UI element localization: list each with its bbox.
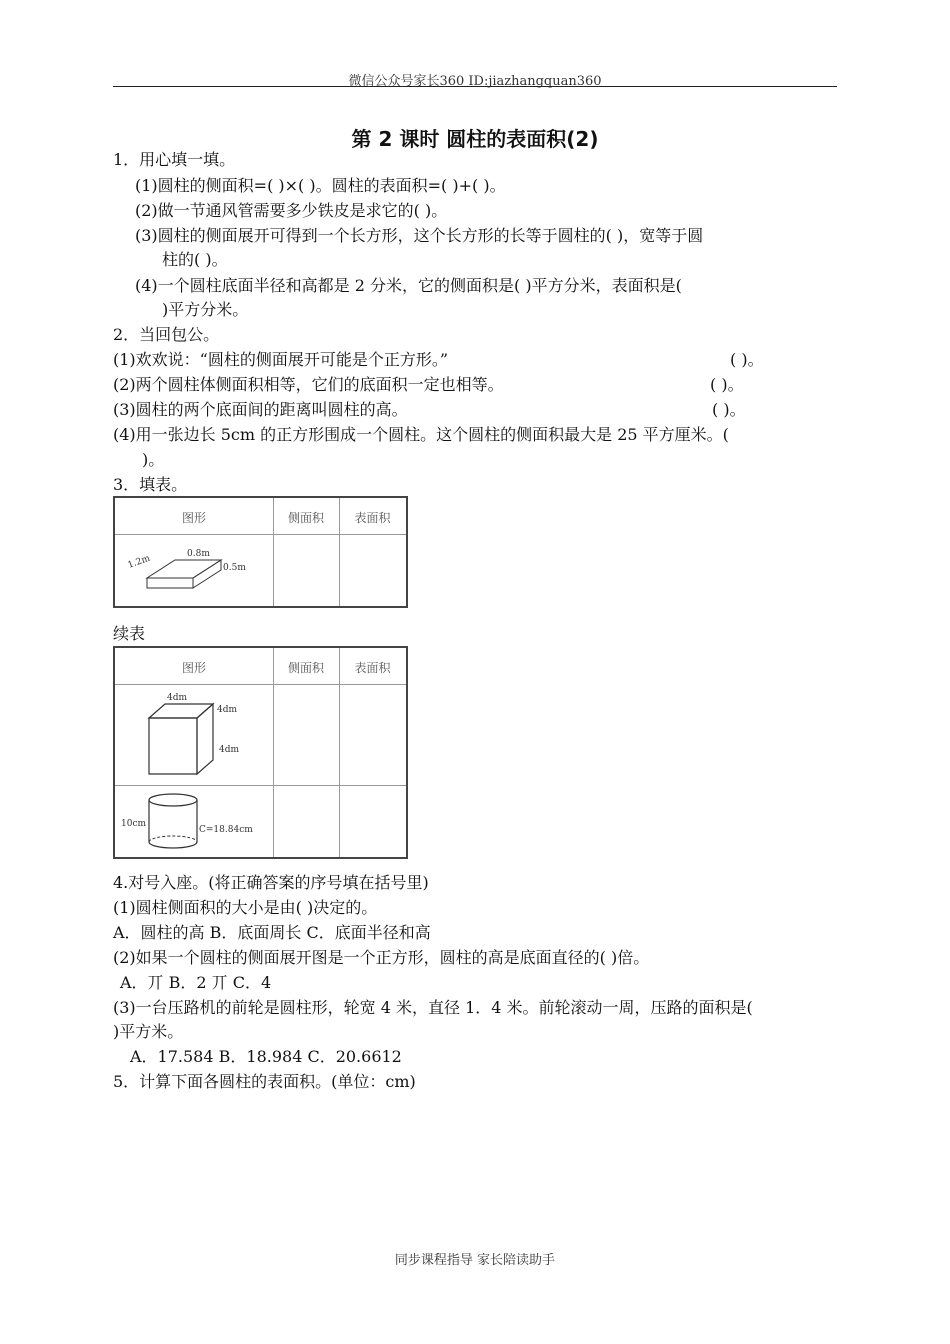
q1-4-cont: )平方分米。 bbox=[162, 300, 249, 319]
q1-3: (3)圆柱的侧面展开可得到一个长方形，这个长方形的长等于圆柱的( )，宽等于圆 bbox=[135, 226, 704, 245]
section-3-heading: 3．填表。 bbox=[113, 475, 188, 494]
page-title: 第 2 课时 圆柱的表面积(2) bbox=[351, 127, 599, 151]
cuboid-figure bbox=[125, 540, 270, 600]
cuboid-width-label: 0.8m bbox=[187, 549, 210, 559]
cuboid-height-label: 0.5m bbox=[223, 563, 246, 573]
continued-table-label: 续表 bbox=[113, 624, 146, 643]
q1-4: (4)一个圆柱底面半径和高都是 2 分米，它的侧面积是( )平方分米，表面积是( bbox=[135, 276, 682, 295]
q4-3-cont: )平方米。 bbox=[113, 1022, 184, 1041]
fill-table-2 bbox=[113, 646, 408, 859]
q4-1-options: A．圆柱的高 B．底面周长 C．底面半径和高 bbox=[113, 923, 431, 942]
section-4-heading: 4.对号入座。(将正确答案的序号填在括号里) bbox=[113, 873, 429, 892]
section-2-heading: 2．当回包公。 bbox=[113, 325, 220, 344]
page-header: 微信公众号家长360 ID:jiazhangquan360 bbox=[348, 74, 602, 89]
section-1-heading: 1．用心填一填。 bbox=[113, 150, 236, 169]
q2-2-answer: ( )。 bbox=[710, 375, 744, 394]
table1-header-shape: 图形 bbox=[181, 511, 206, 525]
cylinder-figure bbox=[117, 788, 271, 854]
q2-2: (2)两个圆柱体侧面积相等，它们的底面积一定也相等。 bbox=[113, 375, 504, 394]
cube-edge-height-label: 4dm bbox=[219, 745, 240, 755]
q2-1-answer: ( )。 bbox=[730, 350, 764, 369]
cylinder-height-label: 10cm bbox=[121, 819, 147, 829]
table2-header-surface: 表面积 bbox=[354, 661, 391, 675]
cylinder-circumference-label: C=18.84cm bbox=[199, 825, 253, 835]
cube-edge-top-label: 4dm bbox=[167, 693, 188, 703]
q2-3: (3)圆柱的两个底面间的距离叫圆柱的高。 bbox=[113, 400, 408, 419]
q4-2: (2)如果一个圆柱的侧面展开图是一个正方形，圆柱的高是底面直径的( )倍。 bbox=[113, 948, 650, 967]
table1-header-surface: 表面积 bbox=[354, 511, 391, 525]
table2-header-shape: 图形 bbox=[181, 661, 206, 675]
table1-header-lateral: 侧面积 bbox=[287, 511, 324, 525]
q2-1: (1)欢欢说：“圆柱的侧面展开可能是个正方形。” bbox=[113, 350, 449, 369]
q1-2: (2)做一节通风管需要多少铁皮是求它的( )。 bbox=[135, 201, 448, 220]
fill-table-1 bbox=[113, 496, 408, 608]
q4-3: (3)一台压路机的前轮是圆柱形，轮宽 4 米，直径 1．4 米。前轮滚动一周，压路的面积是( bbox=[113, 998, 753, 1017]
q1-1: (1)圆柱的侧面积=( )×( )。圆柱的表面积=( )+( )。 bbox=[135, 176, 506, 195]
q4-3-options: A．17.584 B．18.984 C．20.6612 bbox=[130, 1047, 402, 1066]
q4-2-options: A．丌 B．2 丌 C．4 bbox=[120, 973, 272, 992]
page-footer: 同步课程指导 家长陪读助手 bbox=[394, 1253, 556, 1268]
q2-4-cont: )。 bbox=[142, 450, 165, 469]
cube-figure bbox=[135, 688, 265, 784]
cuboid-length-label: 1.2m bbox=[126, 553, 152, 571]
table2-header-lateral: 侧面积 bbox=[287, 661, 324, 675]
q1-3-cont: 柱的( )。 bbox=[162, 250, 228, 269]
q4-1: (1)圆柱侧面积的大小是由( )决定的。 bbox=[113, 898, 378, 917]
section-5-heading: 5．计算下面各圆柱的表面积。(单位：cm) bbox=[113, 1072, 416, 1091]
cube-edge-depth-label: 4dm bbox=[217, 705, 238, 715]
q2-3-answer: ( )。 bbox=[712, 400, 746, 419]
q2-4: (4)用一张边长 5cm 的正方形围成一个圆柱。这个圆柱的侧面积最大是 25 平方厘米。( bbox=[113, 425, 729, 444]
header-rule bbox=[113, 86, 837, 87]
